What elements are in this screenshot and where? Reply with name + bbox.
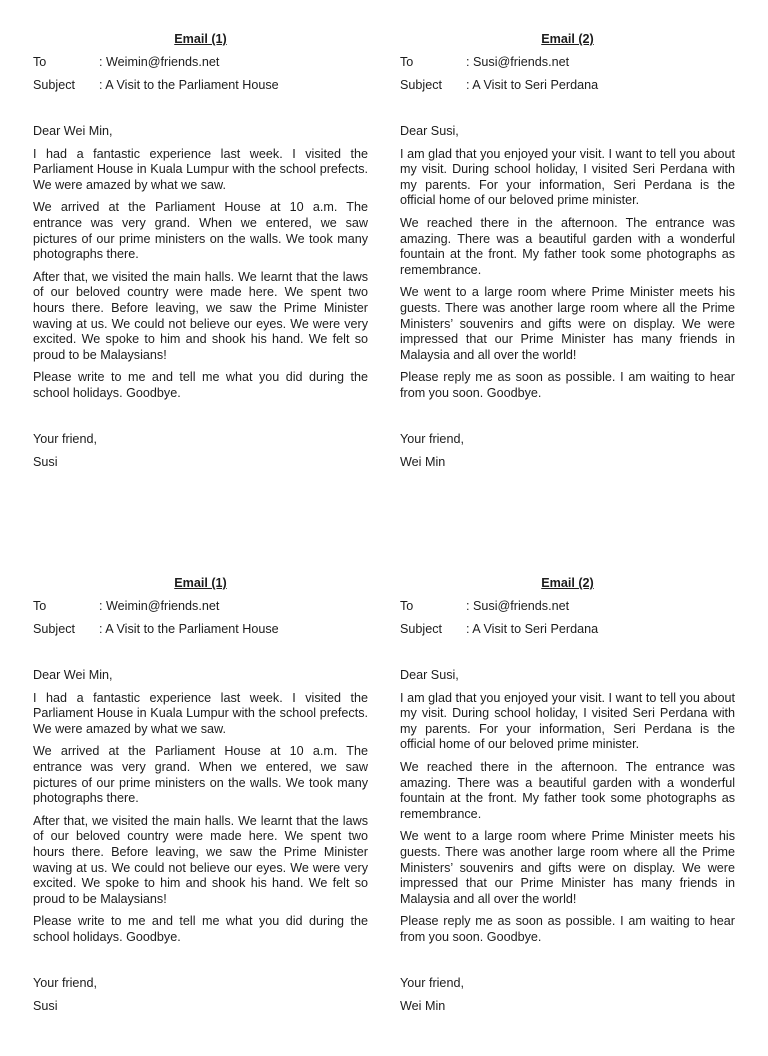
subject-row (400, 622, 735, 638)
paragraph: We reached there in the afternoon. The entrance was amazing. There was a beautiful garden with a wonderful fountain at the front. My father took some photographs as remembrance. (400, 215, 735, 277)
paragraph: I am glad that you enjoyed your visit. I want to tell you about my visit. During school holiday, I visited Seri Perdana with my parents. For your information, Seri Perdana is the official home of our beloved prime minister. (400, 146, 735, 208)
to-value: : Susi@friends.net (466, 55, 570, 69)
subject-value: : A Visit to the Parliament House (99, 78, 279, 92)
email-1 (33, 32, 368, 471)
email-1 (33, 576, 368, 1015)
subject-row (400, 78, 735, 94)
paragraph: Please reply me as soon as possible. I am waiting to hear from you soon. Goodbye. (400, 914, 735, 944)
to-label: To (400, 55, 414, 69)
subject-value: : A Visit to the Parliament House (99, 622, 279, 636)
to-label: To (400, 599, 414, 613)
to-value: : Susi@friends.net (466, 599, 570, 613)
paragraph: Please write to me and tell me what you did during the school holidays. Goodbye. (33, 914, 368, 944)
subject-value: : A Visit to Seri Perdana (466, 78, 599, 92)
signature: Susi (33, 455, 58, 470)
to-row (400, 599, 735, 615)
to-row (400, 55, 735, 71)
paragraph: I had a fantastic experience last week. I visited the Parliament House in Kuala Lumpur with the school prefects. We were amazed by what we saw. (33, 690, 368, 736)
to-row (33, 599, 368, 615)
to-label: To (33, 55, 47, 69)
greeting: Dear Susi, (400, 124, 459, 138)
subject-row (33, 622, 368, 638)
greeting: Dear Wei Min, (33, 668, 113, 682)
subject-value: : A Visit to Seri Perdana (466, 622, 599, 636)
to-row (33, 55, 368, 71)
paragraph: We arrived at the Parliament House at 10 a.m. The entrance was very grand. When we entered, we saw pictures of our prime ministers on the walls. We took many photographs there. (33, 744, 368, 806)
paragraph: Please write to me and tell me what you did during the school holidays. Goodbye. (33, 370, 368, 400)
subject-label: Subject (400, 622, 443, 636)
closing: Your friend, (400, 975, 464, 990)
paragraph: I am glad that you enjoyed your visit. I want to tell you about my visit. During school holiday, I visited Seri Perdana with my parents. For your information, Seri Perdana is the official home of our beloved prime minister. (400, 690, 735, 752)
to-value: : Weimin@friends.net (99, 599, 220, 613)
email-2 (400, 576, 735, 1015)
subject-label: Subject (33, 78, 76, 92)
subject-row (33, 78, 368, 94)
subject-label: Subject (33, 622, 76, 636)
paragraph: We arrived at the Parliament House at 10 a.m. The entrance was very grand. When we entered, we saw pictures of our prime ministers on the walls. We took many photographs there. (33, 200, 368, 262)
paragraph: After that, we visited the main halls. We learnt that the laws of our beloved country were made here. We spent two hours there. Before leaving, we saw the Prime Minister waving at us. We could not believe our eyes. We were very excited. We spoke to him and shook his hand. We felt so proud to be Malaysians! (33, 269, 368, 362)
paragraph: I had a fantastic experience last week. I visited the Parliament House in Kuala Lumpur with the school prefects. We were amazed by what we saw. (33, 146, 368, 192)
paragraph: We reached there in the afternoon. The entrance was amazing. There was a beautiful garden with a wonderful fountain at the front. My father took some photographs as remembrance. (400, 759, 735, 821)
closing: Your friend, (400, 431, 464, 446)
greeting: Dear Susi, (400, 668, 459, 682)
email-2 (400, 32, 735, 471)
signature: Wei Min (400, 999, 446, 1014)
page-copy-top (0, 0, 768, 512)
email-heading: Email (1) (174, 32, 227, 46)
email-heading: Email (2) (541, 576, 594, 590)
paragraph: We went to a large room where Prime Minister meets his guests. There was another large room where all the Prime Ministers’ souvenirs and gifts were on display. We were impressed that our Prime Minister has many friends in Malaysia and all over the world! (400, 285, 735, 362)
closing: Your friend, (33, 975, 97, 990)
greeting: Dear Wei Min, (33, 124, 113, 138)
subject-label: Subject (400, 78, 443, 92)
email-heading: Email (1) (174, 576, 227, 590)
email-heading: Email (2) (541, 32, 594, 46)
page-copy-bottom (0, 544, 768, 1056)
paragraph: We went to a large room where Prime Minister meets his guests. There was another large room where all the Prime Ministers’ souvenirs and gifts were on display. We were impressed that our Prime Minister has many friends in Malaysia and all over the world! (400, 829, 735, 906)
to-value: : Weimin@friends.net (99, 55, 220, 69)
signature: Wei Min (400, 455, 446, 470)
paragraph: After that, we visited the main halls. We learnt that the laws of our beloved country were made here. We spent two hours there. Before leaving, we saw the Prime Minister waving at us. We could not believe our eyes. We were very excited. We spoke to him and shook his hand. We felt so proud to be Malaysians! (33, 813, 368, 906)
paragraph: Please reply me as soon as possible. I am waiting to hear from you soon. Goodbye. (400, 370, 735, 400)
to-label: To (33, 599, 47, 613)
closing: Your friend, (33, 431, 97, 446)
signature: Susi (33, 999, 58, 1014)
